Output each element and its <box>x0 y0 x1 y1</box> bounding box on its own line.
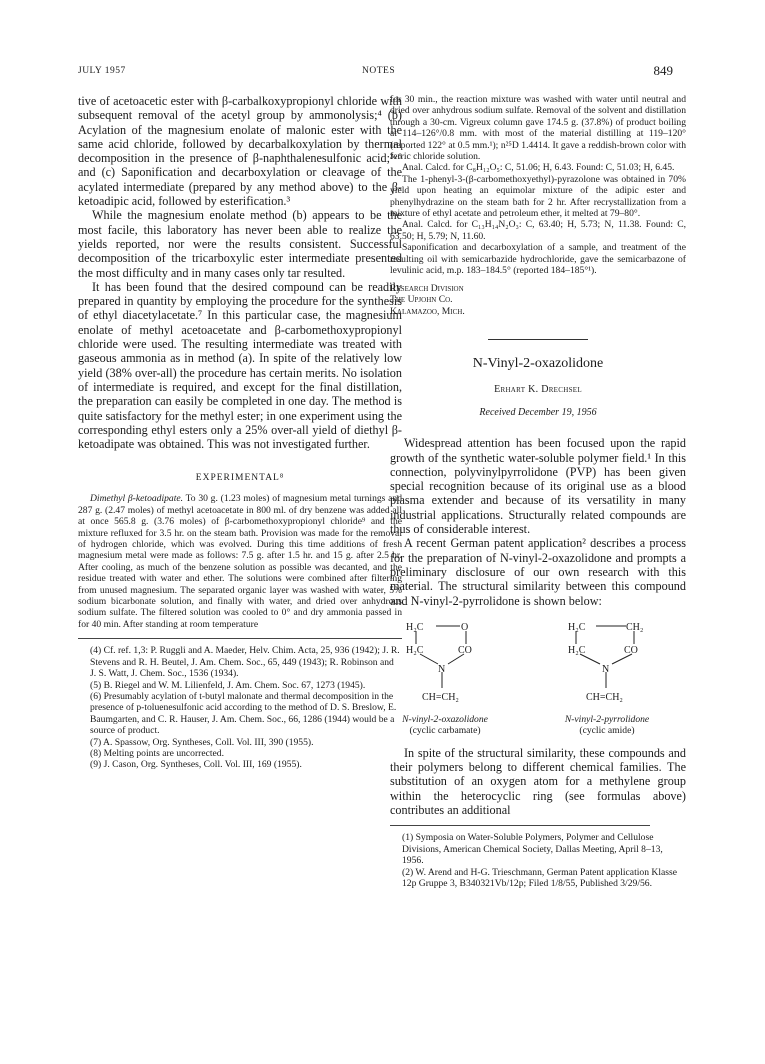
running-header <box>0 63 765 82</box>
footnote: (1) Symposia on Water-Soluble Polymers, Polymer and Cellulose Divisions, American Chemical Society, Dallas Meeting, April 8–13, 1956. <box>402 832 663 867</box>
section-heading-experimental: EXPERIMENTAL⁸ <box>195 473 285 484</box>
footnote: (8) Melting points are uncorrected. <box>90 747 224 759</box>
structure-bonds <box>390 616 686 716</box>
atom-label: CO <box>458 644 472 656</box>
header-date: JULY 1957 <box>78 66 126 76</box>
experimental-continued: for 30 min., the reaction mixture was washed with water until neutral and dried over anhydrous sodium sulfate. Removal of the solvent and distillation through a 30-cm. Vigreux column gave 174.5 g. (37.8%) of product boiling at 114–126°/0.8 mm. with most of the material distilling at 119–120° (reported 122° at 0.5 mm.¹); n²⁵D 1.4414. It gave a reddish-brown color with ferric chloride solution. <box>390 94 686 163</box>
footnote: (2) W. Arend and H-G. Trieschmann, German Patent application Klasse 12p Gruppe 3, B340321Vb/12p; Filed 1/8/55, Published 3/29/56. <box>402 866 677 889</box>
footnote: (4) Cf. ref. 1,3: P. Ruggli and A. Maeder, Helv. Chim. Acta, 25, 936 (1942); J. R. Stevens and R. H. Beutel, J. Am. Chem. Soc., 65, 449 (1943); R. Robinson and J. S. Watt, J. Chem. Soc., 1536 (1934). <box>90 645 400 680</box>
paragraph: The 1-phenyl-3-(β-carbomethoxyethyl)-pyrazolone was obtained in 70% yield upon heating an equimolar mixture of the adipic ester and phenylhydrazine on the steam bath for 2 hr. After recrystallization from a mixture of ethyl acetate and petroleum ether, it melted at 79–80°. <box>390 173 686 220</box>
atom-label: CH₂ <box>626 621 644 633</box>
footnote: (7) A. Spassow, Org. Syntheses, Coll. Vol. III, 390 (1955). <box>90 736 314 748</box>
received-date: Received December 19, 1956 <box>479 407 597 419</box>
header-section: NOTES <box>362 66 396 76</box>
atom-label: H₂C <box>568 644 586 656</box>
paragraph: tive of acetoacetic ester with β-carbalkoxypropionyl chloride with subsequent removal of the acetyl group by ammonolysis;⁴ (b) Acylation of the magnesium enolate of malonic ester with the same acid chloride, followed by decarbalkoxylation by thermal decomposition in the presence of β-naphthalenesulfonic acid;³·⁶ and (c) Saponification and decarboxylation or cleavage of the acylated intermediate (prepared by any method above) to the β-ketoadipic acid, followed by esterification.³ <box>78 94 402 209</box>
atom-label: H₂C <box>406 621 424 633</box>
vinyl-group: CH=CH₂ <box>586 691 623 703</box>
footnotes-right <box>390 832 686 889</box>
vinyl-group: CH=CH₂ <box>422 691 459 703</box>
page-number: 849 <box>653 63 673 78</box>
article-divider <box>488 339 588 340</box>
atom-label: CO <box>624 644 638 656</box>
paragraph: In spite of the structural similarity, these compounds and their polymers belong to different chemical families. The substitution of an oxygen atom for a methylene group within the heterocyclic ring (see formulas above) contributes an additional <box>390 745 686 818</box>
paragraph: A recent German patent application² describes a process for the preparation of N-vinyl-2-oxazolidone and prompts a preliminary disclosure of our own research with this material. The structural similarity between this compound and N-vinyl-2-pyrrolidone is shown below: <box>390 536 686 608</box>
paragraph: While the magnesium enolate method (b) appears to be the most facile, this laboratory has never been able to realize the yields reported, nor were the results consistent. Successful decomposition of the tricarboxylic ester intermediate presented the most difficulty and in many cases only tar resulted. <box>78 208 402 280</box>
footnotes-left <box>78 645 402 770</box>
paragraph: Saponification and decarboxylation of a sample, and treatment of the resulting oil with semicarbazide hydrochloride, gave the semicarbazone of levulinic acid, m.p. 183–184.5° (reported 184–185°¹). <box>390 242 686 277</box>
paragraph: Widespread attention has been focused upon the rapid growth of the synthetic water-soluble polymer field.¹ In this connection, polyvinylpyrrolidone (PVP) has been given special recognition because of its original use as a blood plasma extender and because of its versatility in many industrial applications. Structurally related compounds are thus of considerable interest. <box>390 436 686 537</box>
footnote: (9) J. Cason, Org. Syntheses, Coll. Vol. III, 169 (1955). <box>90 759 302 771</box>
analysis-line: Anal. Calcd. for C₈H₁₂O₅: C, 51.06; H, 6.43. Found: C, 51.03; H, 6.45. <box>402 162 675 174</box>
atom-label: O <box>461 621 469 633</box>
experimental-paragraph <box>78 493 402 630</box>
affiliation-line: The Upjohn Co. <box>390 294 453 306</box>
atom-label: H₂C <box>406 644 424 656</box>
atom-label: N <box>438 663 446 675</box>
footnote: (6) Presumably acylation of t-butyl malonate and thermal decomposition in the presence of p-toluenesulfonic acid according to the method of D. S. Breslow, E. Baumgarten, and C. R. Hauser, J. Am. Chem. Soc., 66, 1286 (1944) would be a source of product. <box>90 690 397 737</box>
atom-label: H₂C <box>568 621 586 633</box>
footnote-divider <box>78 638 402 639</box>
paragraph: It has been found that the desired compound can be readily prepared in quantity by employing the procedure for the synthesis of ethyl diacetylacetate.⁷ In this particular case, the magnesium enolate of methyl acetoacetate and β-carbomethoxypropionyl chloride were used. The resulting intermediate was treated with gaseous ammonia as in method (a). In spite of the relatively low yield (38% over-all) the procedure has certain merits. No isolation of intermediate is required, and except for the final distillation, the preparation can easily be completed in one day. The method is quite satisfactory for the methyl ester; in one experiment using the corresponding ethyl esters only a 25% over-all yield of diethyl β-ketoadipate was obtained. This was not investigated further. <box>78 279 402 452</box>
footnote: (5) B. Riegel and W. M. Lilienfeld, J. Am. Chem. Soc. 67, 1273 (1945). <box>90 679 366 691</box>
atom-label: N <box>602 663 610 675</box>
caption-class: (cyclic amide) <box>579 724 635 736</box>
left-column <box>78 94 402 771</box>
caption-class: (cyclic carbamate) <box>409 724 481 736</box>
caption-name: N-vinyl-2-oxazolidone <box>402 713 488 725</box>
experimental-text: To 30 g. (1.23 moles) of magnesium metal turnings and 287 g. (2.47 moles) of methyl acetoacetate in 800 ml. of dry benzene was added all at once 565.8 g. (3.76 moles) of β-carbomethoxypropionyl chloride⁹ and the mixture refluxed for 3.5 hr. on the steam bath. Provision was made for the removal of hydrogen chloride, which was evolved. During this time additions of fresh magnesium metal were made as follows: 7.5 g. after 1.5 hr. and 15 g. after 2.5 hr. After cooling, as much of the benzene solution as possible was decanted, and the residue treated with water and ether. The solutions were combined after filtering from unused magnesium. The separated organic layer was washed with water, 5% sodium bicarbonate solution, and finally with water, and dried over anhydrous sodium sulfate. The filtered solution was cooled to 0° and dry ammonia passed in for 40 min. After standing at room temperature <box>78 493 402 630</box>
structure-caption <box>542 714 672 736</box>
affiliation-line: Research Division <box>390 282 464 294</box>
author: Erhart K. Drechsel <box>494 384 582 396</box>
affiliation <box>390 283 686 318</box>
caption-name: N-vinyl-2-pyrrolidone <box>564 713 650 725</box>
affiliation-line: Kalamazoo, Mich. <box>390 305 465 317</box>
analysis-line: Anal. Calcd. for C₁₃H₁₄N₂O₃: C, 63.40; H, 5.73; N, 11.38. Found: C, 63.50; H, 5.79; N, 11.60. <box>390 219 686 242</box>
right-column <box>390 94 686 889</box>
structure-caption <box>380 714 510 736</box>
article-title: N-Vinyl-2-oxazolidone <box>472 356 604 372</box>
structure-figure <box>390 616 686 744</box>
footnote-divider <box>390 825 650 826</box>
compound-title: Dimethyl β-ketoadipate. <box>90 493 184 505</box>
